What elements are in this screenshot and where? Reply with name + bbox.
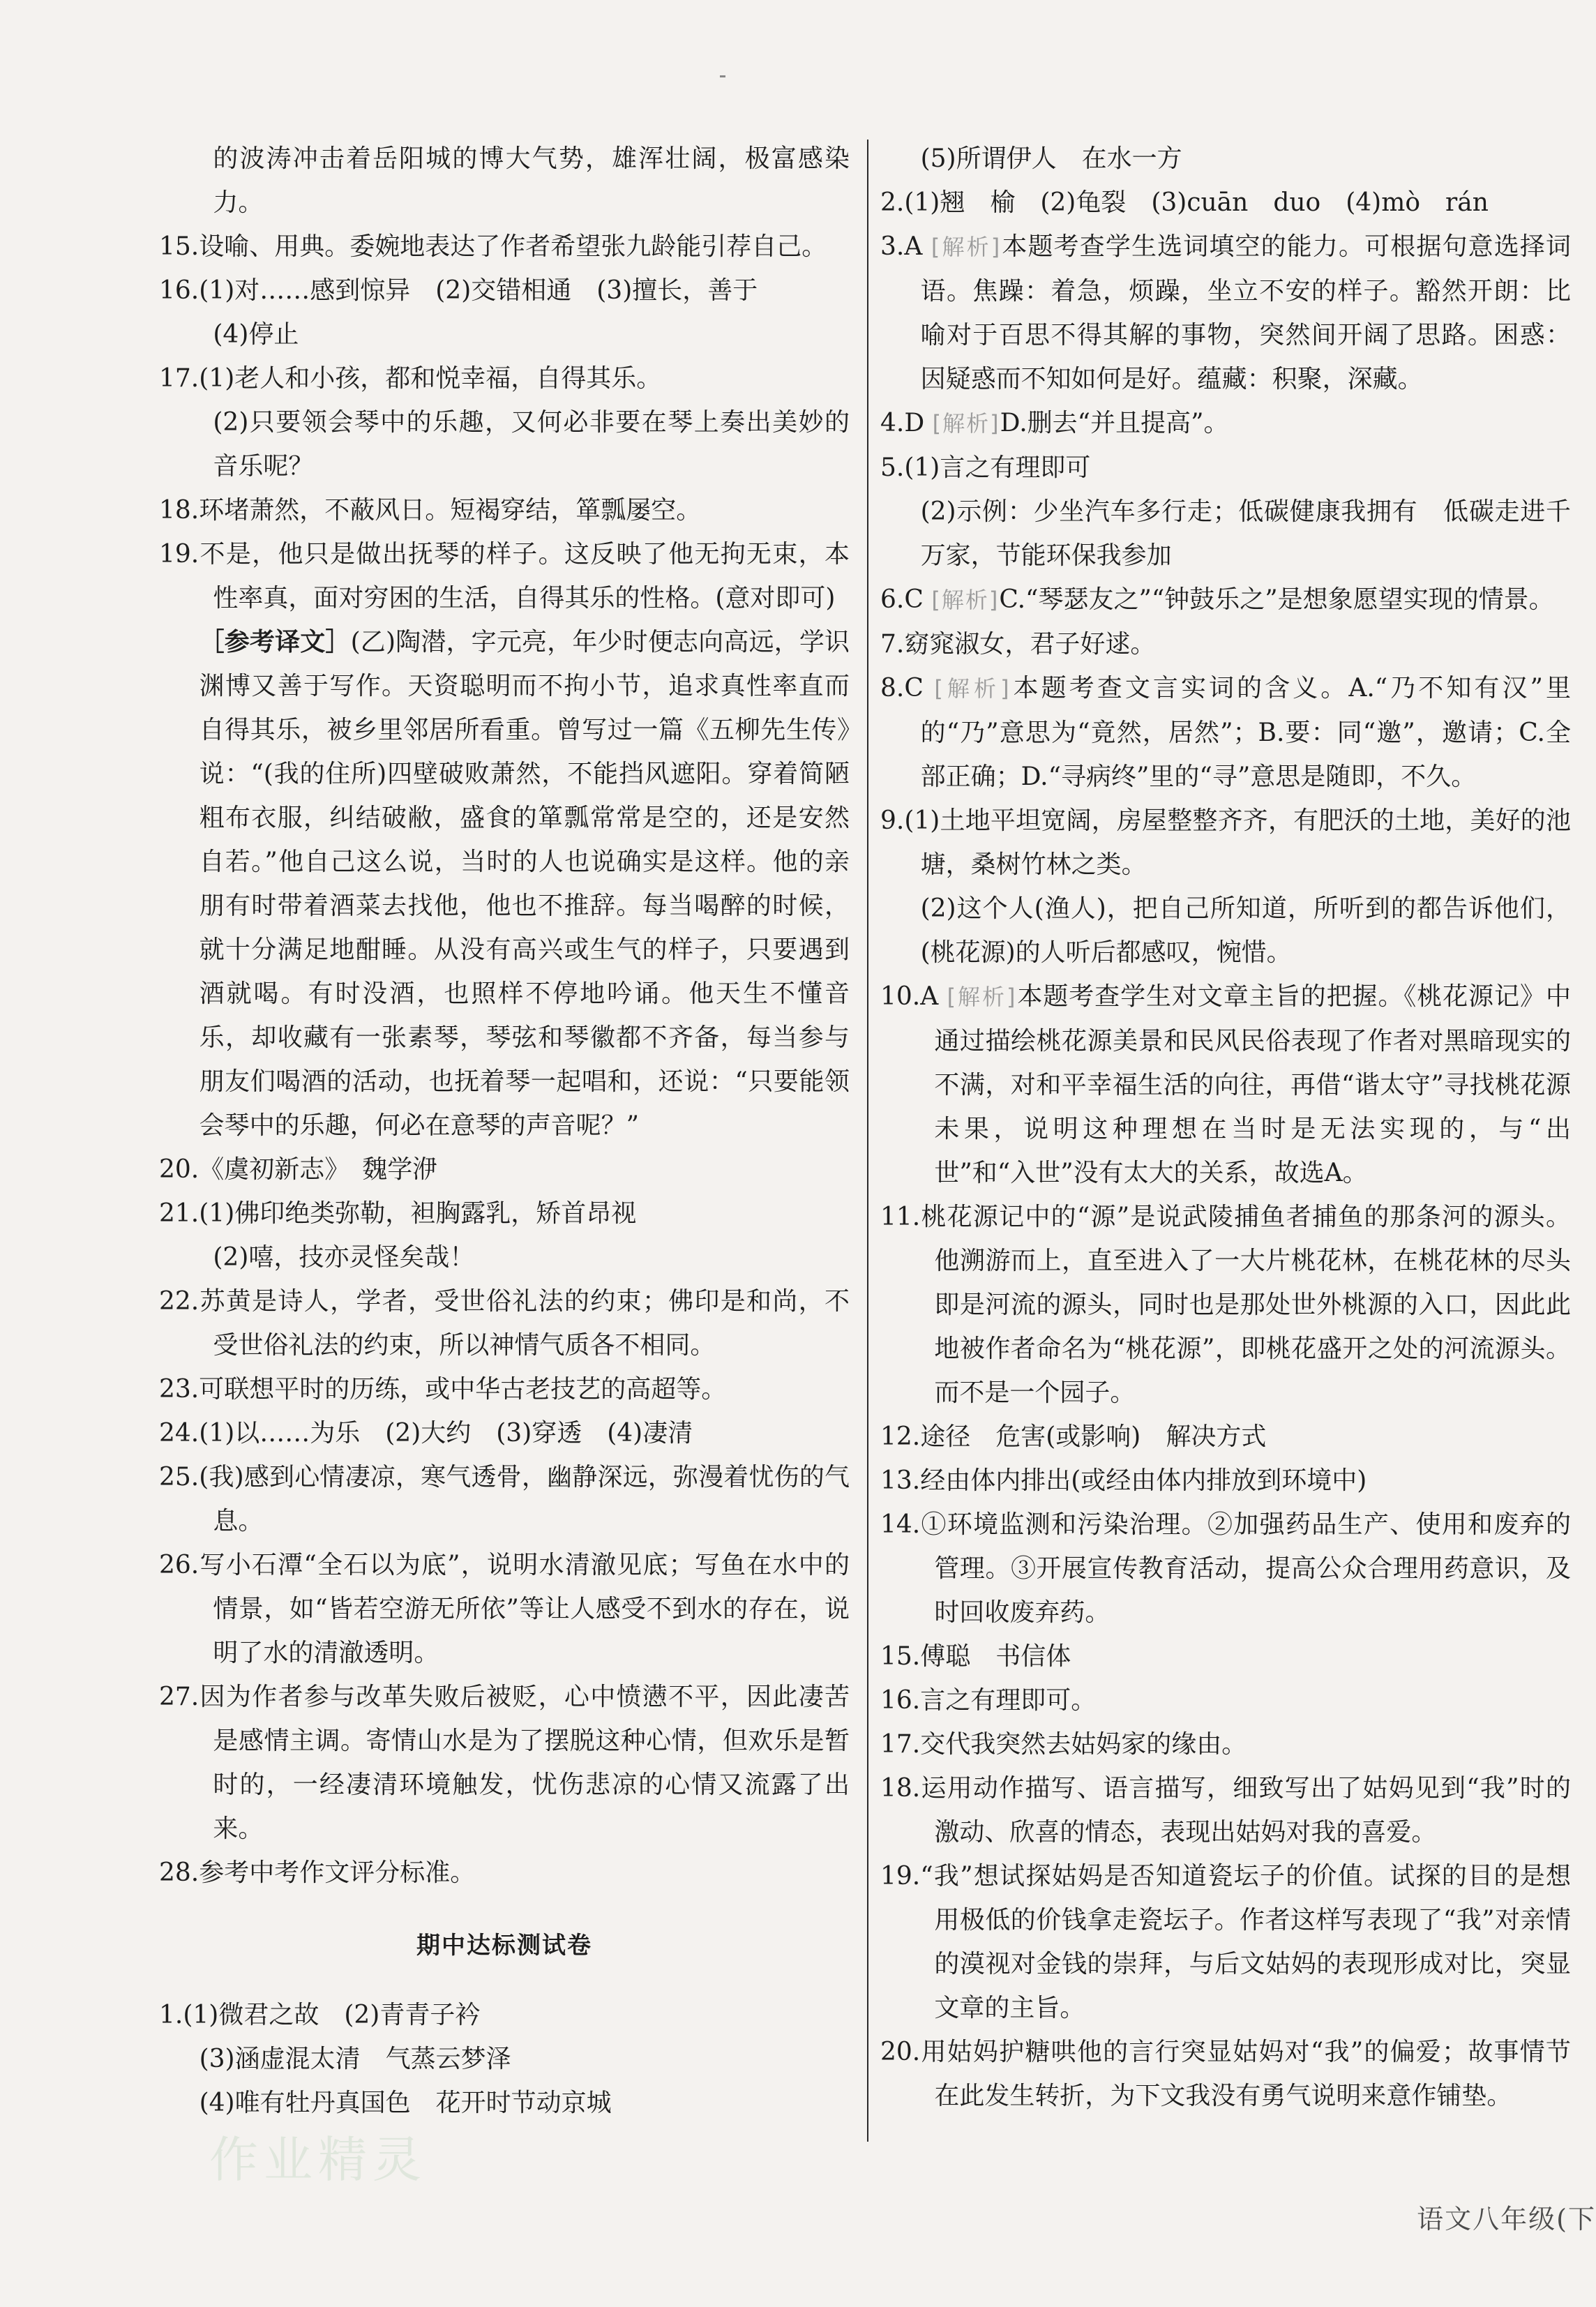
- answer-text: 9.(1)土地平坦宽阔，房屋整整齐齐，有肥沃的土地，美好的池塘，桑树竹林之类。: [880, 806, 1571, 879]
- answer-text: 26.写小石潭“全石以为底”，说明水清澈见底；写鱼在水中的情景，如“皆若空游无所依”等让人感受不到水的存在，说明了水的清澈透明。: [159, 1551, 850, 1667]
- answer-item: [880, 666, 1571, 799]
- answer-item: [880, 1854, 1571, 2030]
- answer-text: 1.(1)微君之故 (2)青青子衿: [159, 2001, 481, 2029]
- answer-item: [159, 2037, 850, 2081]
- answer-item: [159, 1993, 850, 2037]
- answer-item: [880, 1503, 1571, 1635]
- watermark-logo: 作业精灵: [209, 2131, 427, 2188]
- answer-text: 本题考查学生选词填空的能力。可根据句意选择词语。焦躁：着急，烦躁，坐立不安的样子。豁然开朗：比喻对于百思不得其解的事物，突然间开阔了思路。困惑：因疑惑而不知如何是好。蕴藏：积聚，深藏。: [920, 232, 1571, 393]
- answer-item: [159, 356, 850, 400]
- top-mark: [720, 75, 725, 77]
- answer-item: [159, 532, 850, 620]
- answer-text: (2)嘻，技亦灵怪矣哉！: [213, 1243, 475, 1272]
- answer-text: 24.(1)以……为乐 (2)大约 (3)穿透 (4)凄清: [159, 1419, 693, 1448]
- answer-text: 16.言之有理即可。: [880, 1686, 1097, 1715]
- answer-text: 15.傅聪 书信体: [880, 1642, 1071, 1671]
- answer-item: [159, 1192, 850, 1235]
- answer-text: 5.(1)言之有理即可: [880, 453, 1091, 482]
- answer-item: [880, 137, 1571, 181]
- answer-text: 7.窈窕淑女，君子好逑。: [880, 630, 1156, 659]
- answer-item: [159, 1675, 850, 1851]
- answer-item: [880, 1195, 1571, 1415]
- answer-item: [159, 620, 850, 1148]
- answer-text: 17.交代我突然去姑妈家的缘由。: [880, 1730, 1247, 1759]
- answer-text: (2)示例：少坐汽车多行走；低碳健康我拥有 低碳走进千万家，节能环保我参加: [920, 497, 1571, 570]
- answer-choice: 6.C: [880, 585, 932, 614]
- answer-text: 19.不是，他只是做出抚琴的样子。这反映了他无拘无束，本性率真，面对穷困的生活，自得其乐的性格。(意对即可): [159, 540, 850, 613]
- answer-text: 15.设喻、用典。委婉地表达了作者希望张九龄能引荐自己。: [159, 232, 827, 261]
- answer-choice: 10.A: [880, 982, 947, 1011]
- answer-item: [880, 225, 1571, 401]
- analysis-tag: [ 解析 ]: [933, 410, 1000, 437]
- answer-item: [880, 181, 1571, 225]
- answer-text: 27.因为作者参与改革失败后被贬，心中愤懑不平，因此凄苦是感情主调。寄情山水是为了摆脱这种心情，但欢乐是暂时的，一经凄清环境触发，忧伤悲凉的心情又流露了出来。: [159, 1683, 850, 1843]
- left-answer-list: [159, 137, 850, 1895]
- answer-text: 20.用姑妈护糖哄他的言行突显姑妈对“我”的偏爱；故事情节在此发生转折，为下文我没有勇气说明来意作铺垫。: [880, 2038, 1571, 2110]
- page-footer: 语文八年级(下: [1417, 2204, 1596, 2234]
- right-column: [880, 137, 1571, 2118]
- answer-item: [880, 446, 1571, 490]
- answer-item: [880, 1635, 1571, 1678]
- answer-item: [159, 1543, 850, 1675]
- answer-text: 18.环堵萧然，不蔽风日。短褐穿结，箪瓢屡空。: [159, 496, 702, 525]
- answer-text: 19.“我”想试探姑妈是否知道瓷坛子的价值。试探的目的是想用极低的价钱拿走瓷坛子。作者这样写表现了“我”对亲情的漠视对金钱的崇拜，与后文姑妈的表现形成对比，突显文章的主旨。: [880, 1862, 1571, 2022]
- answer-text: 23.可联想平时的历练，或中华古老技艺的高超等。: [159, 1375, 727, 1404]
- analysis-tag: [ 解析 ]: [931, 234, 1001, 260]
- answer-item: [880, 1678, 1571, 1722]
- answer-item: [880, 975, 1571, 1195]
- answer-item: [159, 1148, 850, 1192]
- answer-text: (3)涵虚混太清 气蒸云梦泽: [199, 2045, 511, 2073]
- answer-text: 20.《虞初新志》 魏学洢: [159, 1155, 438, 1184]
- answer-item: [159, 1455, 850, 1543]
- analysis-tag: [ 解析 ]: [947, 984, 1017, 1010]
- answer-item: [159, 1279, 850, 1367]
- answer-item: [880, 401, 1571, 446]
- answer-item: [159, 269, 850, 313]
- left-column: [159, 137, 850, 2125]
- answer-item: [880, 1459, 1571, 1503]
- answer-choice: 3.A: [880, 232, 931, 261]
- left-after-list: [159, 1993, 850, 2125]
- answer-text: 17.(1)老人和小孩，都和悦幸福，自得其乐。: [159, 364, 662, 393]
- answer-item: [159, 137, 850, 225]
- answer-item: [159, 400, 850, 488]
- answer-item: [880, 1722, 1571, 1766]
- answer-text: 本题考查文言实词的含义。A.“乃不知有汉”里的“乃”意思为“竟然，居然”；B.要：同“邀”，邀请；C.全部正确；D.“寻病终”里的“寻”意思是随即，不久。: [920, 674, 1571, 791]
- answer-text: (2)这个人(渔人)，把自己所知道，所听到的都告诉他们，(桃花源)的人听后都感叹，惋惜。: [920, 894, 1571, 967]
- answer-text: 16.(1)对……感到惊异 (2)交错相通 (3)擅长，善于: [159, 276, 758, 305]
- column-divider: [867, 140, 868, 2142]
- answer-text: 22.苏黄是诗人，学者，受世俗礼法的约束；佛印是和尚，不受世俗礼法的约束，所以神情气质各不相同。: [159, 1287, 850, 1360]
- answer-item: [880, 490, 1571, 578]
- answer-text: (乙)陶潜，字元亮，年少时便志向高远，学识渊博又善于写作。天资聪明而不拘小节，追求真性率直而自得其乐，被乡里邻居所看重。曾写过一篇《五柳先生传》说：“(我的住所)四壁破败萧然，不能挡风遮阳。穿着简陋粗布衣服，纠结破敝，盛食的箪瓢常常是空的，还是安然自若。”他自己这么说，当时的人也说确实是这样。他的亲朋有时带着酒菜去找他，他也不推辞。每当喝醉的时候，就十分满足地酣睡。从没有高兴或生气的样子，只要遇到酒就喝。有时没酒，也照样不停地吟诵。他天生不懂音乐，却收藏有一张素琴，琴弦和琴徽都不齐备，每当参与朋友们喝酒的活动，也抚着琴一起唱和，还说：“只要能领会琴中的乐趣，何必在意琴的声音呢？”: [199, 628, 850, 1140]
- answer-text: C.“琴瑟友之”“钟鼓乐之”是想象愿望实现的情景。: [999, 585, 1554, 614]
- answer-text: D.删去“并且提高”。: [1000, 409, 1229, 437]
- answer-text: 25.(我)感到心情凄凉，寒气透骨，幽静深远，弥漫着忧伤的气息。: [159, 1463, 850, 1535]
- answer-text: 本题考查学生对文章主旨的把握。《桃花源记》中通过描绘桃花源美景和民风民俗表现了作者对黑暗现实的不满，对和平幸福生活的向往，再借“谐太守”寻找桃花源未果，说明这种理想在当时是无法实现的，与“出世”和“入世”没有太大的关系，故选A。: [934, 982, 1571, 1187]
- analysis-tag: [ 解析 ]: [931, 587, 999, 613]
- answer-text: 2.(1)翘 榆 (2)龟裂 (3)cuān duo (4)mò rán: [880, 188, 1489, 217]
- answer-text: (4)唯有牡丹真国色 花开时节动京城: [199, 2089, 612, 2117]
- answer-text: 14.①环境监测和污染治理。②加强药品生产、使用和废弃的管理。③开展宣传教育活动，提高公众合理用药意识，及时回收废弃药。: [880, 1510, 1571, 1627]
- answer-item: [159, 1411, 850, 1455]
- answer-item: [159, 1851, 850, 1895]
- answer-item: [880, 622, 1571, 666]
- answer-text: 13.经由体内排出(或经由体内排放到环境中): [880, 1466, 1367, 1495]
- answer-item: [159, 2081, 850, 2125]
- answer-item: [159, 225, 850, 269]
- answer-item: [159, 313, 850, 356]
- answer-text: 的波涛冲击着岳阳城的博大气势，雄浑壮阔，极富感染力。: [213, 144, 850, 217]
- answer-text: 12.途径 危害(或影响) 解决方式: [880, 1422, 1267, 1451]
- answer-text: (5)所谓伊人 在水一方: [920, 144, 1182, 173]
- analysis-tag: [ 解析 ]: [934, 675, 1010, 702]
- answer-item: [880, 887, 1571, 975]
- answer-choice: 4.D: [880, 409, 933, 437]
- translation-label: ［参考译文］: [199, 627, 351, 656]
- answer-text: 28.参考中考作文评分标准。: [159, 1858, 476, 1887]
- answer-text: 21.(1)佛印绝类弥勒，袒胸露乳，矫首昂视: [159, 1199, 637, 1228]
- answer-item: [880, 578, 1571, 622]
- right-answer-list: [880, 137, 1571, 2118]
- answer-text: 11.桃花源记中的“源”是说武陵捕鱼者捕鱼的那条河的源头。他溯游而上，直至进入了一大片桃花林，在桃花林的尽头即是河流的源头，同时也是那处世外桃源的入口，因此此地被作者命名为“桃花源”，即桃花盛开之处的河流源头。而不是一个园子。: [880, 1203, 1571, 1407]
- answer-text: (4)停止: [213, 320, 299, 349]
- answer-item: [880, 1766, 1571, 1854]
- answer-item: [880, 799, 1571, 887]
- answer-item: [159, 488, 850, 532]
- section-title: 期中达标测试卷: [416, 1932, 592, 1960]
- answer-item: [159, 1367, 850, 1411]
- answer-text: (2)只要领会琴中的乐趣，又何必非要在琴上奏出美妙的音乐呢？: [213, 408, 850, 481]
- answer-choice: 8.C: [880, 674, 935, 702]
- answer-text: 18.运用动作描写、语言描写，细致写出了姑妈见到“我”时的激动、欣喜的情态，表现出姑妈对我的喜爱。: [880, 1774, 1571, 1847]
- answer-item: [880, 1415, 1571, 1459]
- answer-item: [880, 2030, 1571, 2118]
- answer-item: [159, 1235, 850, 1279]
